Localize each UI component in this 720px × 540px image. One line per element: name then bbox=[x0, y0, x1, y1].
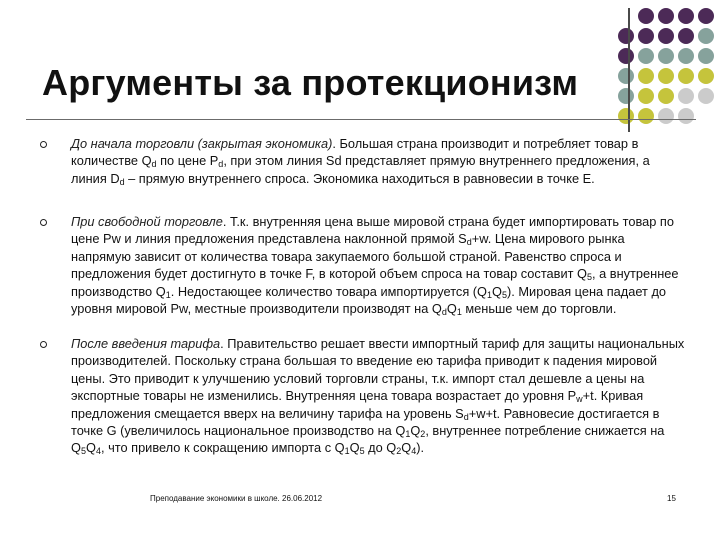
decorative-dot bbox=[618, 48, 634, 64]
bullet-item bbox=[40, 135, 685, 213]
decorative-dot bbox=[678, 28, 694, 44]
decorative-dot bbox=[618, 28, 634, 44]
decorative-dot bbox=[618, 68, 634, 84]
decorative-dot bbox=[638, 28, 654, 44]
decorative-dot bbox=[658, 8, 674, 24]
bullet-text: При свободной торговле. Т.к. внутренняя цена выше мировой страна будет импортировать товар по цене Pw и линия предложения представлена наклонной прямой $S_d+w$. Цена мирового рынка напрямую зависит от количества товара закупаемого большой страной. Равенство спроса и предложения будет достигнуто в точке F, в которой объем спроса на товар составит $Q_5$, а внутреннее производство $Q_1$. Недостающее количество товара импортируется $(Q_1Q_5)$. Мировая цена падает до уровня мировой Pw, местные производители производят на $Q_dQ_1$ меньше чем до торговли. bbox=[71, 214, 679, 318]
decorative-dot bbox=[638, 88, 654, 104]
decorative-dot bbox=[658, 28, 674, 44]
decorative-dot bbox=[678, 108, 694, 124]
decorative-dot bbox=[618, 88, 634, 104]
title-vertical-rule bbox=[628, 8, 630, 132]
decorative-dot bbox=[698, 88, 714, 104]
title-horizontal-rule bbox=[26, 119, 696, 120]
slide-title: Аргументы за протекционизм bbox=[42, 62, 579, 103]
page-number: 15 bbox=[667, 494, 676, 503]
bullet-list bbox=[40, 135, 685, 457]
bullet-text: После введения тарифа. Правительство решает ввести импортный тариф для защиты национальных производителей. Поскольку страна большая то введение ею тарифа приводит к падения мировой цены. Это приводит к улучшению условий торговли страны, т.к. импорт стал дешевле а цены на экспортные товары не изменились. Внутренняя цена товара возрастает до уровня $P_w+t$. Кривая предложения смещается вверх на величину тарифа на уровень $S_d+w+t$. Равновесие достигается в точке G (увеличилось национальное производство на $Q_1Q_2$, внутреннее потребление снижается на $Q_5Q_4$, что привело к сокращению импорта с $Q_1Q_5$ до $Q_2Q_4$). bbox=[71, 336, 685, 457]
decorative-dot bbox=[698, 68, 714, 84]
bullet-icon bbox=[40, 219, 47, 226]
decorative-dot bbox=[638, 108, 654, 124]
decorative-dot bbox=[658, 48, 674, 64]
bullet-item bbox=[40, 335, 685, 457]
decorative-dot bbox=[698, 8, 714, 24]
decorative-dot bbox=[678, 88, 694, 104]
decorative-dot bbox=[698, 48, 714, 64]
decorative-dot bbox=[678, 48, 694, 64]
decorative-dot bbox=[638, 68, 654, 84]
decorative-dot bbox=[678, 68, 694, 84]
bullet-icon bbox=[40, 341, 47, 348]
decorative-dot bbox=[638, 48, 654, 64]
bullet-text: До начала торговли (закрытая экономика). Большая страна производит и потребляет товар в количестве $Q_d$ по цене $P_d$, при этом линия Sd представляет прямую внутреннего предложения, а линия $D_d$ – прямую внутреннего спроса. Экономика находиться в равновесии в точке Е. bbox=[71, 136, 650, 187]
decorative-dot bbox=[678, 8, 694, 24]
bullet-item bbox=[40, 213, 685, 335]
bullet-icon bbox=[40, 141, 47, 148]
slide-footer: Преподавание экономики в школе. 26.06.2012 bbox=[150, 494, 323, 503]
decorative-dot bbox=[658, 88, 674, 104]
decorative-dot bbox=[618, 108, 634, 124]
decorative-dot bbox=[638, 8, 654, 24]
decorative-dot bbox=[658, 68, 674, 84]
decorative-dot bbox=[698, 28, 714, 44]
decorative-dot bbox=[658, 108, 674, 124]
